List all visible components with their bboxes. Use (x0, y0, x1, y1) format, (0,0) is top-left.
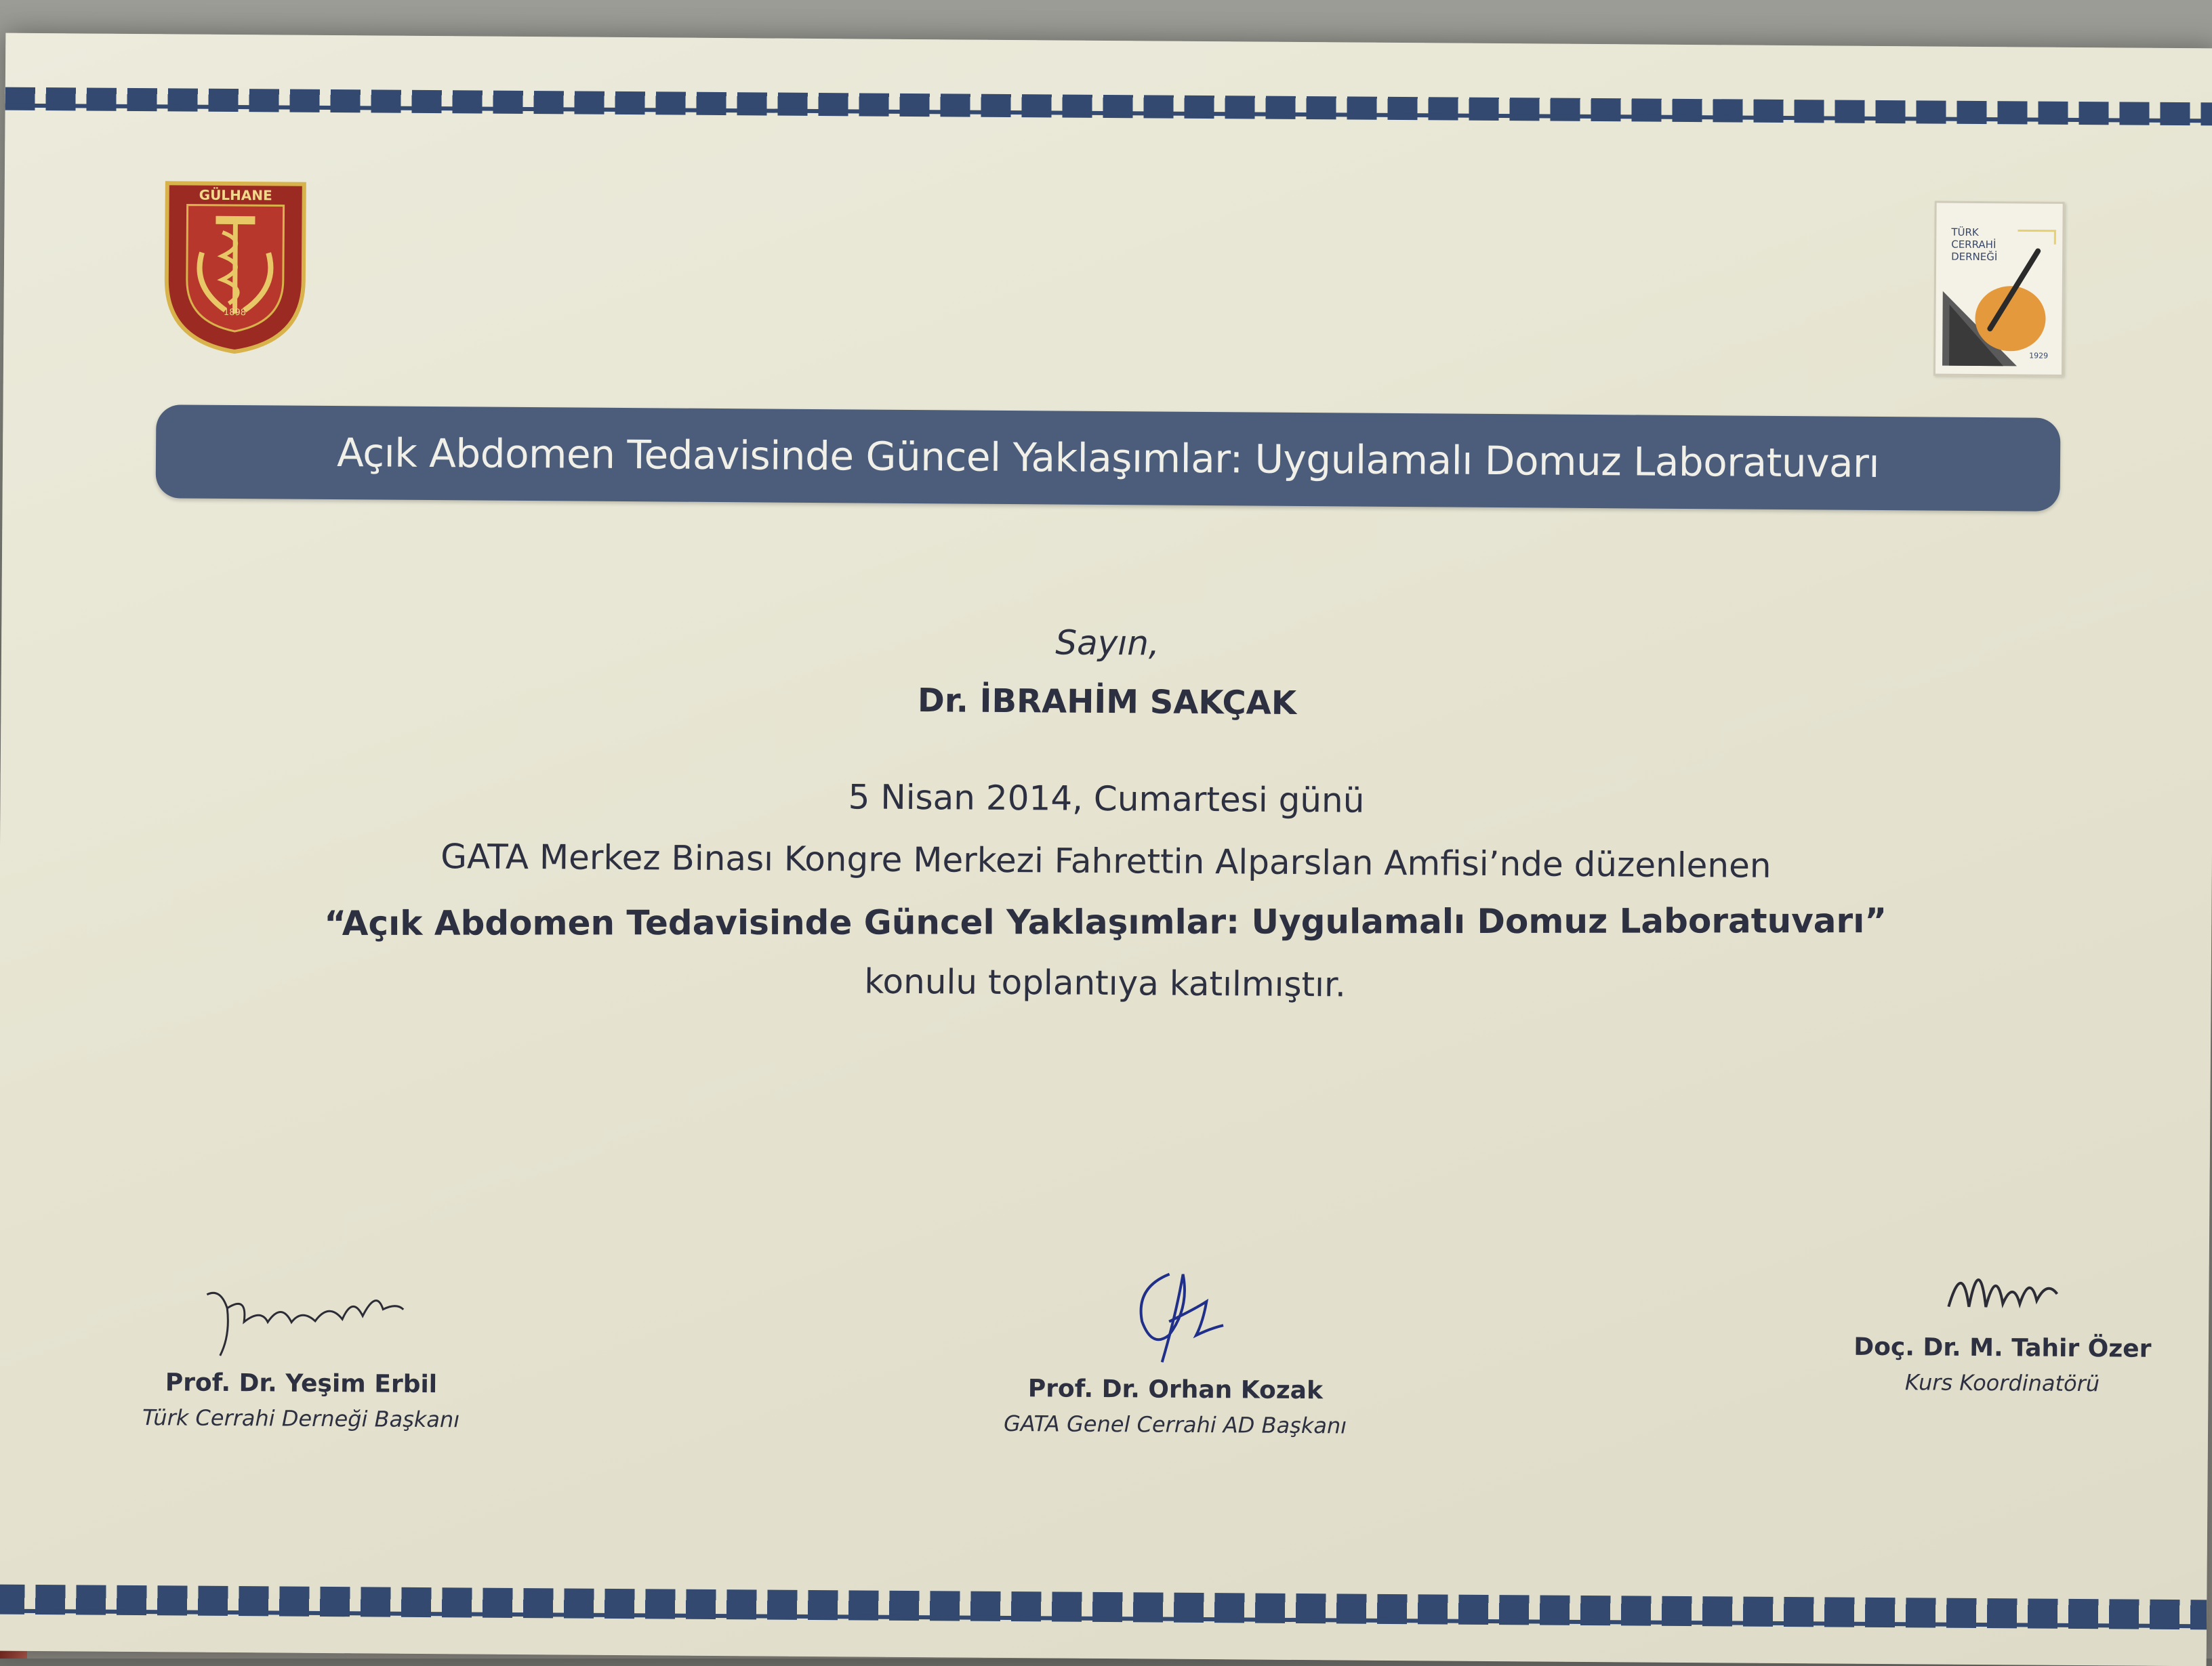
tcd-logo-text-2: CERRAHİ (1951, 238, 1996, 251)
turk-cerrahi-dernegi-logo-icon (1933, 201, 2065, 377)
course-title: “Açık Abdomen Tedavisinde Güncel Yaklaşımlar: Uygulamalı Domuz Laboratuvarı” (324, 900, 1887, 944)
signatory-name-3: Doç. Dr. M. Tahir Özer (1853, 1333, 2152, 1363)
signature-block-left (111, 1267, 492, 1433)
certificate-sheet (0, 33, 2212, 1666)
signature-kozak-icon (1088, 1260, 1265, 1377)
recipient-name: Dr. İBRAHİM SAKÇAK (917, 682, 1297, 722)
certificate-title: Açık Abdomen Tedavisinde Güncel Yaklaşımlar: Uygulamalı Domuz Laboratuvarı (336, 430, 1880, 486)
signature-block-right (1826, 1238, 2179, 1397)
tcd-logo-text-3: DERNEĞİ (1951, 250, 1998, 264)
signatory-role-2: GATA Genel Cerrahi AD Başkanı (1003, 1410, 1347, 1439)
participation-statement: konulu toplantıya katılmıştır. (864, 961, 1347, 1005)
tcd-logo-year: 1929 (2029, 351, 2049, 360)
signatory-name-1: Prof. Dr. Yeşim Erbil (165, 1369, 438, 1399)
signature-ozer-icon (1921, 1238, 2085, 1335)
gulhane-seal-icon (161, 178, 310, 355)
signatory-name-2: Prof. Dr. Orhan Kozak (1027, 1375, 1324, 1405)
signatory-role-3: Kurs Koordinatörü (1904, 1369, 2100, 1397)
signatory-role-1: Türk Cerrahi Derneği Başkanı (142, 1404, 460, 1433)
salutation: Sayın, (1055, 623, 1160, 663)
signature-block-center (985, 1259, 1366, 1439)
title-banner (156, 404, 2061, 512)
signature-erbil-icon (180, 1267, 424, 1371)
gulhane-seal-year: 1898 (223, 307, 247, 318)
event-date: 5 Nisan 2014, Cumartesi günü (848, 777, 1365, 820)
event-venue: GATA Merkez Binası Kongre Merkezi Fahrettin Alparslan Amfisi’nde düzenlenen (440, 837, 1771, 886)
gulhane-seal-title: GÜLHANE (199, 186, 272, 204)
tcd-logo-text-1: TÜRK (1951, 226, 1979, 238)
